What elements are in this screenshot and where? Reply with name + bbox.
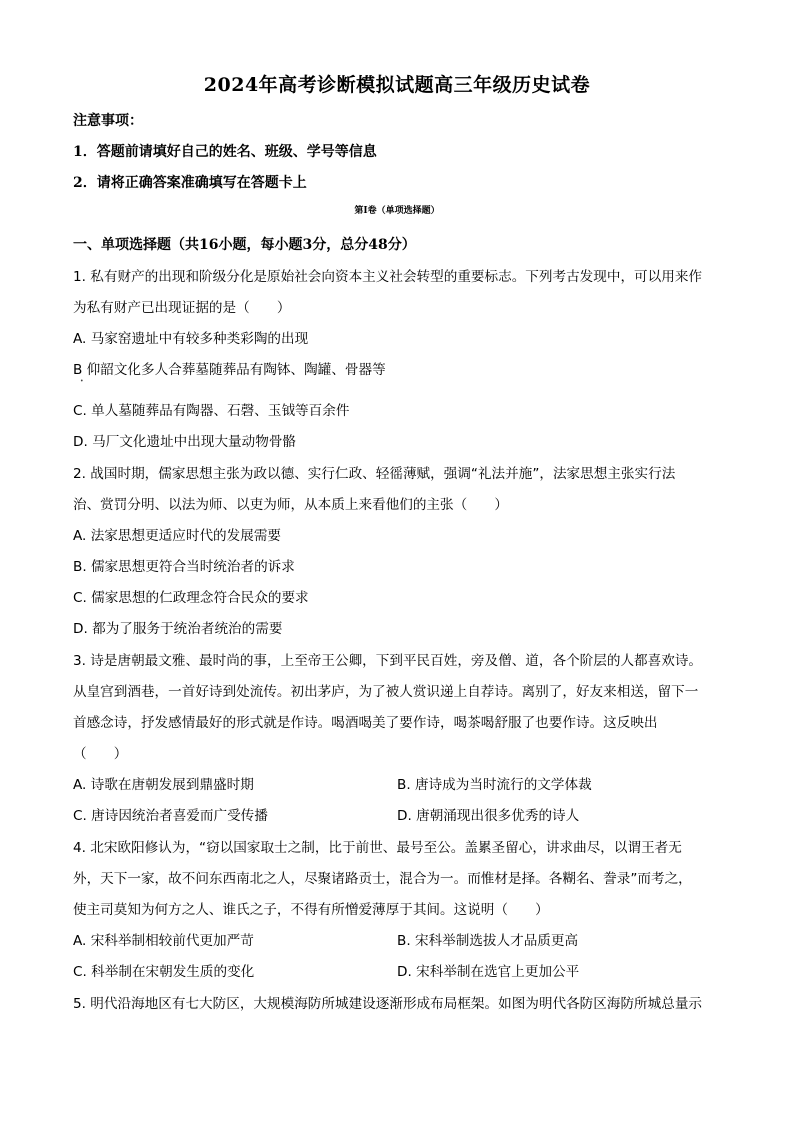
question-4-option-b: B. 宋科举制选拔人才品质更高	[397, 933, 579, 949]
question-1-option-c: C. 单人墓随葬品有陶器、石磬、玉钺等百余件	[73, 403, 350, 419]
question-3-option-a: A. 诗歌在唐朝发展到鼎盛时期	[73, 777, 254, 793]
question-3-option-b: B. 唐诗成为当时流行的文学体裁	[397, 777, 592, 793]
question-2-option-d: D. 都为了服务于统治者统治的需要	[73, 621, 283, 637]
question-1-option-d: D. 马厂文化遗址中出现大量动物骨骼	[73, 434, 297, 450]
question-2-text: 2. 战国时期，儒家思想主张为政以德、实行仁政、轻徭薄赋，强调“礼法并施”，法家思想主张实行法	[73, 466, 676, 482]
question-4-option-d: D. 宋科举制在选官上更加公平	[397, 964, 580, 980]
question-2-option-b: B. 儒家思想更符合当时统治者的诉求	[73, 559, 295, 575]
question-2-text: 治、赏罚分明、以法为师、以吏为师，从本质上来看他们的主张（ ）	[73, 497, 508, 513]
question-1-option-b: B 仰韶文化多人合葬墓随葬品有陶钵、陶罐、骨器等	[73, 362, 386, 378]
volume-heading: 第Ⅰ卷（单项选择题）	[354, 206, 440, 216]
question-5-text: 5. 明代沿海地区有七大防区，大规模海防所城建设逐渐形成布局框架。如图为明代各防区海防所城总量示	[73, 996, 703, 1012]
question-1-text: 为私有财产已出现证据的是（ ）	[73, 300, 291, 316]
question-3-text: 3. 诗是唐朝最文雅、最时尚的事，上至帝王公卿，下到平民百姓，旁及僧、道，各个阶层的人都喜欢诗。	[73, 653, 703, 669]
question-4-option-a: A. 宋科举制相较前代更加严苛	[73, 933, 254, 949]
section-heading: 一、单项选择题（共16小题，每小题3分，总分48分）	[73, 237, 416, 253]
stray-dot-mark: •	[80, 378, 84, 385]
question-3-text: 从皇宫到酒巷，一首好诗到处流传。初出茅庐，为了被人赏识递上自荐诗。离别了，好友来相送，留下一	[73, 684, 699, 700]
question-2-option-c: C. 儒家思想的仁政理念符合民众的要求	[73, 590, 309, 606]
question-4-text: 4. 北宋欧阳修认为，“窃以国家取士之制，比于前世、最号至公。盖累圣留心，讲求曲尽，以谓王者无	[73, 840, 682, 856]
question-2-option-a: A. 法家思想更适应时代的发展需要	[73, 528, 282, 544]
question-1-option-a: A. 马家窑遗址中有较多种类彩陶的出现	[73, 331, 309, 347]
notice-item: 1．答题前请填好自己的姓名、班级、学号等信息	[73, 144, 377, 160]
question-4-text: 外，天下一家，故不问东西南北之人，尽聚诸路贡士，混合为一。而惟材是择。各糊名、誊录”而考之，	[73, 871, 692, 887]
question-4-option-c: C. 科举制在宋朝发生质的变化	[73, 964, 255, 980]
question-3-option-d: D. 唐朝涌现出很多优秀的诗人	[397, 808, 580, 824]
question-4-text: 使主司莫知为何方之人、谁氏之子，不得有所憎爱薄厚于其间。这说明（ ）	[73, 902, 549, 918]
question-3-text: （ ）	[73, 746, 128, 762]
page-title: 2024年高考诊断模拟试题高三年级历史试卷	[203, 74, 591, 96]
question-3-text: 首感念诗，抒发感情最好的形式就是作诗。喝酒喝美了要作诗，喝茶喝舒服了也要作诗。这反映出	[73, 715, 658, 731]
notice-heading: 注意事项：	[73, 113, 143, 129]
question-3-option-c: C. 唐诗因统治者喜爱而广受传播	[73, 808, 268, 824]
notice-item: 2．请将正确答案准确填写在答题卡上	[73, 175, 307, 191]
question-1-text: 1. 私有财产的出现和阶级分化是原始社会向资本主义社会转型的重要标志。下列考古发现中，可以用来作	[73, 269, 703, 285]
